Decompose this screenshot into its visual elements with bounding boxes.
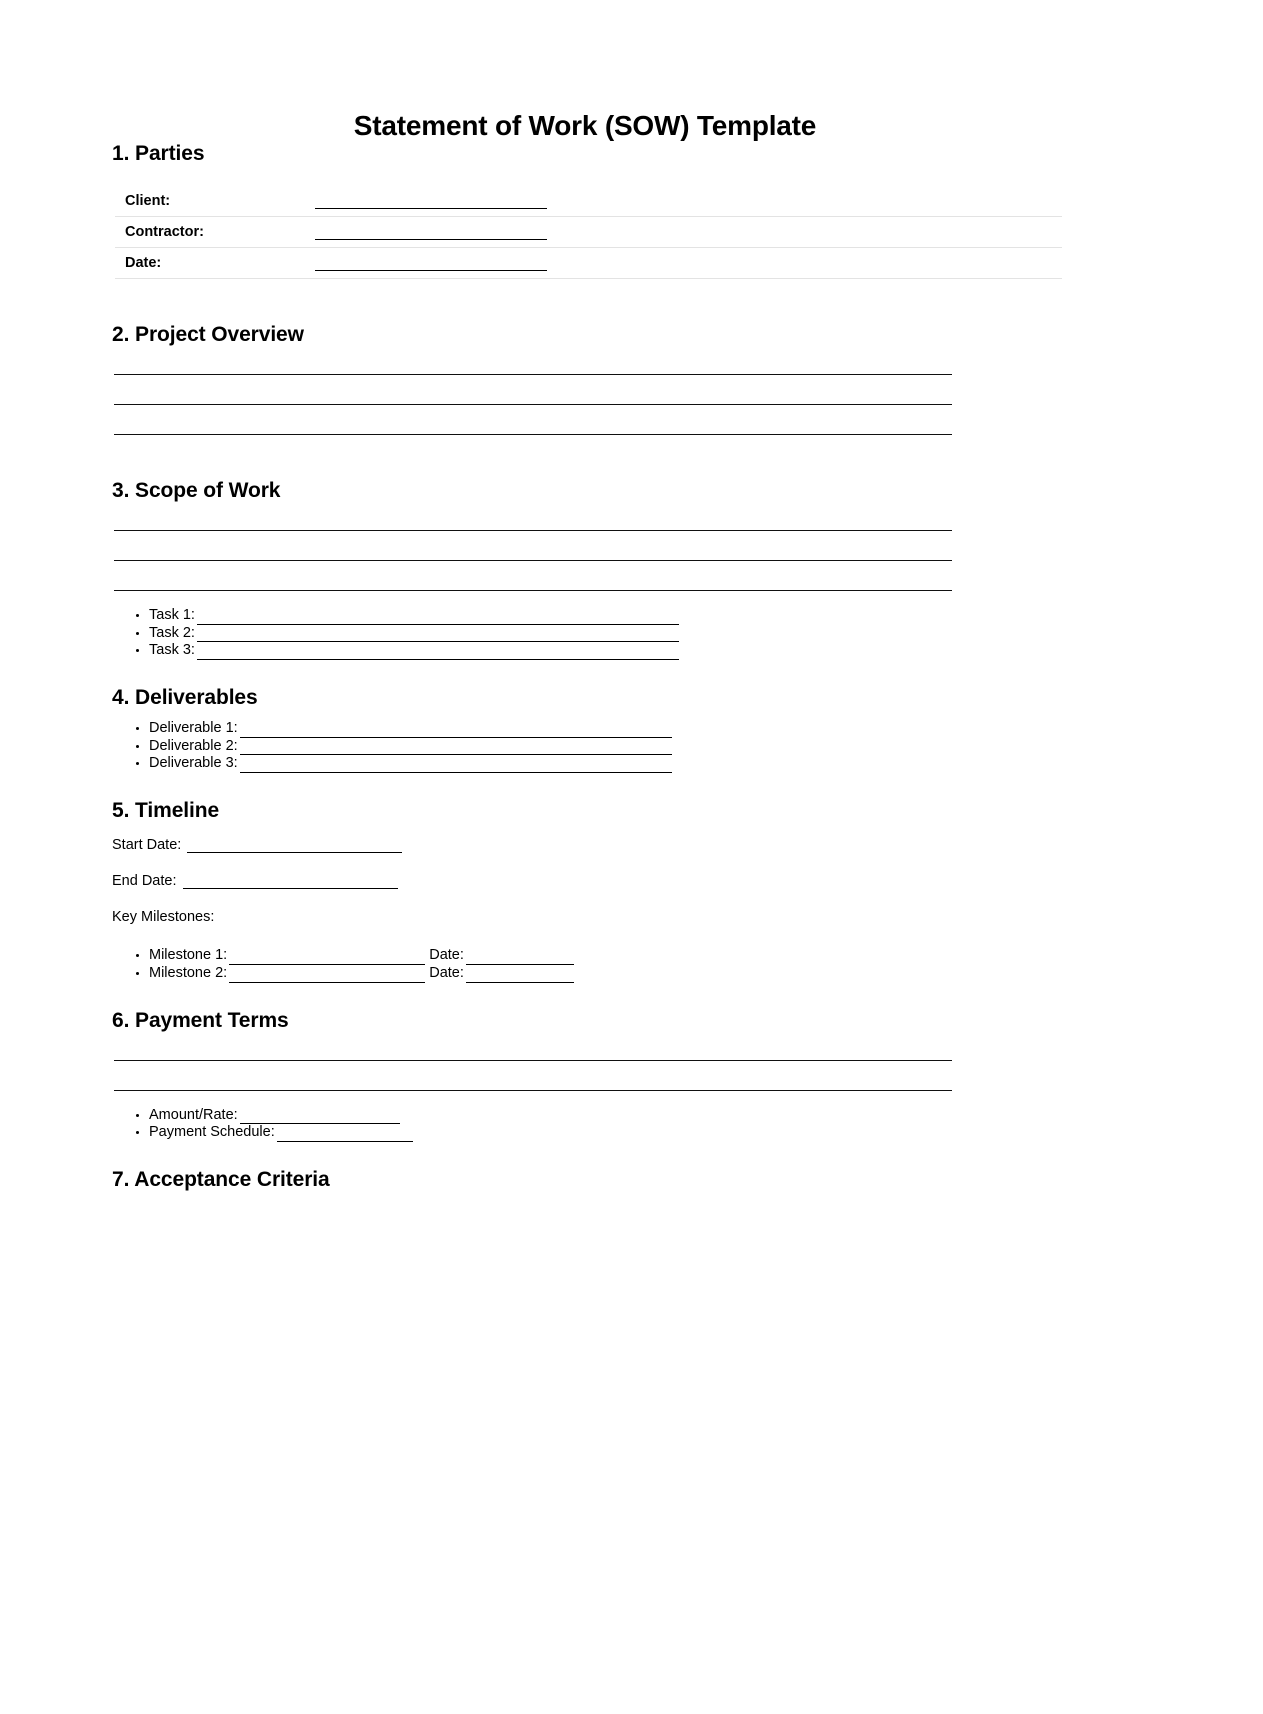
blank-line[interactable] xyxy=(240,741,672,755)
table-row xyxy=(115,217,1062,248)
milestone-label-1: Milestone 1: xyxy=(149,947,228,964)
list-item xyxy=(149,625,1058,643)
blank-line[interactable] xyxy=(240,759,672,773)
milestone-date-label-1: Date: xyxy=(429,947,464,964)
list-item xyxy=(149,1124,1058,1142)
milestone-date-label-2: Date: xyxy=(429,964,464,981)
table-row xyxy=(115,248,1062,279)
blank-line[interactable] xyxy=(114,1060,952,1061)
deliverable-label-2: Deliverable 2: xyxy=(149,737,238,754)
parties-label-contractor: Contractor: xyxy=(125,224,204,240)
parties-value-contractor[interactable] xyxy=(315,217,1062,248)
list-item xyxy=(149,738,1058,756)
payment-terms-blank-lines xyxy=(114,1060,1058,1091)
milestones-list xyxy=(112,947,1058,982)
blank-line[interactable] xyxy=(240,1110,400,1124)
start-date-input[interactable] xyxy=(187,839,402,853)
payment-details-list xyxy=(112,1107,1058,1142)
blank-line[interactable] xyxy=(114,404,952,405)
spacer xyxy=(112,660,1058,686)
blank-line[interactable] xyxy=(197,628,679,642)
parties-label-date: Date: xyxy=(125,255,162,271)
list-item xyxy=(149,947,1058,965)
blank-line[interactable] xyxy=(277,1128,413,1142)
section-heading-parties: 1. Parties xyxy=(112,142,205,165)
blank-line[interactable] xyxy=(466,969,574,983)
scope-of-work-blank-lines xyxy=(114,530,1058,591)
section-heading-project-overview: 2. Project Overview xyxy=(112,323,304,346)
blank-line[interactable] xyxy=(197,646,679,660)
list-item xyxy=(149,642,1058,660)
task-label-1: Task 1: xyxy=(149,607,195,623)
spacer xyxy=(112,937,1058,947)
task-label-2: Task 2: xyxy=(149,624,195,641)
spacer xyxy=(112,823,1058,833)
spacer xyxy=(112,773,1058,799)
list-item xyxy=(149,755,1058,773)
blank-line[interactable] xyxy=(114,374,952,375)
amount-rate-label: Amount/Rate: xyxy=(149,1106,238,1123)
parties-value-client[interactable] xyxy=(315,186,1062,217)
blank-line[interactable] xyxy=(114,530,952,531)
list-item xyxy=(149,1107,1058,1125)
blank-line[interactable] xyxy=(229,951,425,965)
blank-line[interactable] xyxy=(315,196,547,209)
spacer xyxy=(112,983,1058,1009)
milestone-label-2: Milestone 2: xyxy=(149,964,228,981)
blank-line[interactable] xyxy=(240,724,672,738)
deliverable-label-1: Deliverable 1: xyxy=(149,720,238,737)
section-heading-payment-terms: 6. Payment Terms xyxy=(112,1008,289,1032)
start-date-row xyxy=(112,837,1058,853)
project-overview-blank-lines xyxy=(114,374,1058,435)
table-row xyxy=(115,186,1062,217)
list-item xyxy=(149,607,1058,625)
spacer xyxy=(112,1142,1058,1168)
payment-schedule-label: Payment Schedule: xyxy=(149,1124,275,1141)
end-date-input[interactable] xyxy=(183,875,398,889)
task-list xyxy=(112,607,1058,660)
parties-table xyxy=(115,186,1062,279)
spacer xyxy=(112,435,1058,479)
blank-line[interactable] xyxy=(114,560,952,561)
blank-line[interactable] xyxy=(315,227,547,240)
blank-line[interactable] xyxy=(315,258,547,271)
section-heading-deliverables: 4. Deliverables xyxy=(112,686,258,710)
list-item xyxy=(149,965,1058,983)
end-date-row xyxy=(112,873,1058,889)
key-milestones-label: Key Milestones: xyxy=(112,909,215,926)
section-heading-timeline: 5. Timeline xyxy=(112,799,220,823)
spacer xyxy=(112,710,1058,720)
spacer xyxy=(112,1192,1058,1203)
parties-value-date[interactable] xyxy=(315,248,1062,279)
spacer xyxy=(112,591,1058,607)
blank-line[interactable] xyxy=(197,611,679,625)
blank-line[interactable] xyxy=(229,969,425,983)
deliverable-label-3: Deliverable 3: xyxy=(149,755,238,772)
task-label-3: Task 3: xyxy=(149,642,195,659)
deliverables-list xyxy=(112,720,1058,773)
parties-label-client: Client: xyxy=(125,193,171,209)
blank-line[interactable] xyxy=(466,951,574,965)
spacer xyxy=(112,279,1058,323)
section-heading-scope-of-work: 3. Scope of Work xyxy=(112,479,281,502)
start-date-label: Start Date: xyxy=(112,837,182,854)
list-item xyxy=(149,720,1058,738)
section-heading-acceptance-criteria: 7. Acceptance Criteria xyxy=(112,1167,330,1191)
page-title: Statement of Work (SOW) Template xyxy=(353,110,817,141)
spacer xyxy=(112,1091,1058,1107)
end-date-label: End Date: xyxy=(112,873,177,890)
